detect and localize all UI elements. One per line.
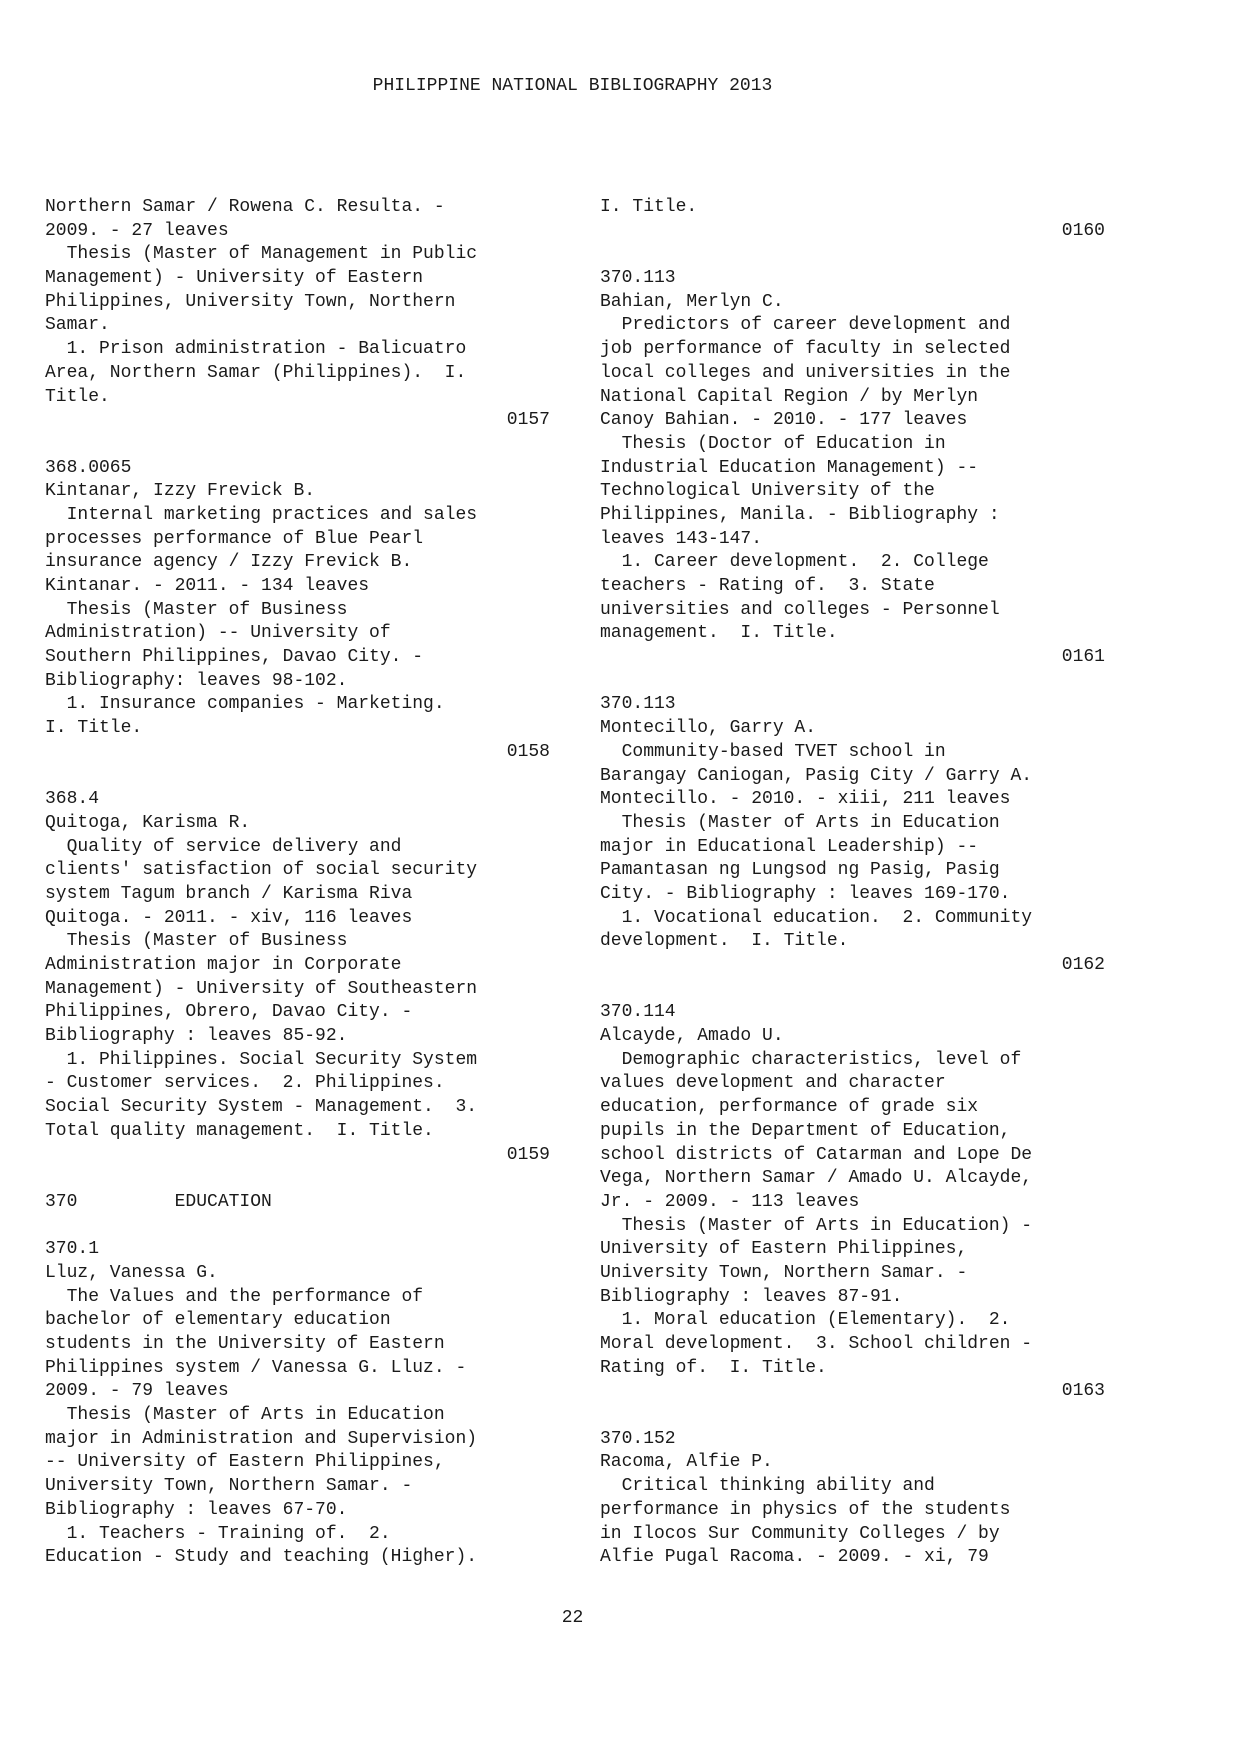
entry-line: Thesis (Master of Arts in Education (600, 812, 1000, 833)
entry-line: Critical thinking ability and (600, 1476, 935, 1497)
entry-line: clients' satisfaction of social security (45, 860, 478, 881)
entry-line: Administration major in Corporate (45, 955, 402, 975)
entry-line: Kintanar, Izzy Frevick B. (45, 481, 316, 502)
entry-line: Philippines, Manila. - Bibliography : (600, 504, 1000, 525)
entry-line: students in the University of Eastern (45, 1334, 445, 1354)
entry-line: 368.4 (45, 789, 100, 810)
entry-line: 2009. - 27 leaves (45, 220, 229, 241)
entry-line: Community-based TVET school in (600, 741, 946, 762)
entry-line: Bibliography: leaves 98-102. (45, 670, 348, 691)
entry-line: Administration) -- University of (45, 623, 391, 644)
blank-line (600, 978, 1105, 1002)
entry-line: University Town, Northern Samar. - (45, 1476, 413, 1497)
entry-line: Management) - University of Southeastern (45, 978, 478, 999)
entry-line: Philippines, University Town, Northern (45, 291, 456, 312)
entry-line: 370.1 (45, 1239, 100, 1260)
entry-line: Predictors of career development and (600, 315, 1011, 336)
blank-line (45, 433, 550, 457)
entry-line: Technological University of the (600, 481, 935, 502)
entry-line: 1. Vocational education. 2. Community (600, 907, 1033, 928)
entry-line: Bahian, Merlyn C. (600, 291, 784, 312)
entry-line: Alfie Pugal Racoma. - 2009. - xi, 79 (600, 1547, 989, 1568)
entry-line: education, performance of grade six (600, 1097, 979, 1118)
blank-line (600, 243, 1105, 267)
entry-line: 1. Teachers - Training of. 2. (45, 1523, 391, 1544)
entry-line: National Capital Region / by Merlyn (600, 386, 979, 407)
record-number: 0163 (1061, 1381, 1105, 1402)
entry-line: Thesis (Master of Arts in Education (45, 1405, 445, 1426)
entry-line: Demographic characteristics, level of (600, 1049, 1022, 1070)
entry-line: Rating of. I. Title. (600, 1357, 827, 1378)
entry-line: 370.113 (600, 694, 676, 715)
entry-line: Northern Samar / Rowena C. Resulta. - (45, 197, 445, 217)
entry-line: Kintanar. - 2011. - 134 leaves (45, 576, 370, 596)
entry-line: Racoma, Alfie P. (600, 1452, 773, 1473)
entry-line: Philippines system / Vanessa G. Lluz. - (45, 1357, 467, 1378)
blank-line (600, 1404, 1105, 1428)
entry-line: Southern Philippines, Davao City. - (45, 647, 424, 668)
entry-line: Thesis (Master of Business (45, 931, 348, 952)
entry-line: Industrial Education Management) -- (600, 457, 979, 478)
page-header-title: PHILIPPINE NATIONAL BIBLIOGRAPHY 2013 (372, 76, 773, 96)
entry-line: insurance agency / Izzy Frevick B. (45, 552, 413, 573)
entry-line: Thesis (Doctor of Education in (600, 433, 946, 454)
blank-line (45, 765, 550, 789)
entry-line: Area, Northern Samar (Philippines). I. (45, 362, 467, 383)
entry-line: 1. Career development. 2. College (600, 552, 989, 573)
entry-line: 370.113 (600, 268, 676, 289)
record-number: 0159 (506, 1144, 550, 1165)
entry-line: major in Administration and Supervision) (45, 1428, 478, 1449)
entry-line: Bibliography : leaves 85-92. (45, 1026, 348, 1047)
entry-line: Thesis (Master of Management in Public (45, 244, 478, 265)
entry-line: leaves 143-147. (600, 528, 763, 549)
entry-line: Thesis (Master of Arts in Education) - (600, 1215, 1033, 1236)
entry-line: 1. Moral education (Elementary). 2. (600, 1310, 1011, 1331)
entry-line: Title. (45, 386, 110, 407)
entry-line: teachers - Rating of. 3. State (600, 576, 935, 596)
blank-line (45, 1167, 550, 1191)
record-number: 0161 (1061, 647, 1105, 668)
entry-line: Management) - University of Eastern (45, 268, 424, 289)
entry-line: system Tagum branch / Karisma Riva (45, 883, 413, 904)
entry-line: Internal marketing practices and sales (45, 504, 478, 525)
entry-line: The Values and the performance of (45, 1286, 424, 1307)
entry-line: Social Security System - Management. 3. (45, 1097, 478, 1118)
blank-line (45, 1215, 550, 1239)
entry-line: 368.0065 (45, 457, 132, 478)
entry-line: Education - Study and teaching (Higher). (45, 1547, 478, 1568)
entry-line: Philippines, Obrero, Davao City. - (45, 1002, 413, 1023)
entry-line: local colleges and universities in the (600, 362, 1011, 383)
entry-line: I. Title. (45, 718, 143, 739)
entry-line: University Town, Northern Samar. - (600, 1262, 968, 1283)
record-number: 0162 (1061, 955, 1105, 975)
entry-line: job performance of faculty in selected (600, 339, 1011, 360)
entry-line: Lluz, Vanessa G. (45, 1262, 218, 1283)
entry-line: 370.152 (600, 1428, 676, 1449)
entry-line: Canoy Bahian. - 2010. - 177 leaves (600, 410, 968, 431)
entry-line: 1. Philippines. Social Security System (45, 1049, 478, 1070)
entry-line: -- University of Eastern Philippines, (45, 1452, 445, 1473)
page-number: 22 (561, 1608, 584, 1628)
record-number: 0160 (1061, 220, 1105, 241)
entry-line: - Customer services. 2. Philippines. (45, 1073, 445, 1094)
entry-line: Barangay Caniogan, Pasig City / Garry A. (600, 765, 1033, 786)
entry-line: processes performance of Blue Pearl (45, 528, 424, 549)
entry-line: Pamantasan ng Lungsod ng Pasig, Pasig (600, 860, 1000, 881)
entry-line: performance in physics of the students (600, 1499, 1011, 1520)
record-number: 0158 (506, 741, 550, 762)
entry-line: Samar. (45, 315, 110, 336)
right-column (600, 196, 1105, 1570)
entry-line: I. Title. (600, 197, 698, 217)
entry-line: City. - Bibliography : leaves 169-170. (600, 883, 1011, 904)
blank-line (600, 670, 1105, 694)
entry-line: Jr. - 2009. - 113 leaves (600, 1191, 860, 1212)
entry-line: management. I. Title. (600, 623, 838, 644)
entry-line: Thesis (Master of Business (45, 599, 348, 620)
entry-line: Total quality management. I. Title. (45, 1120, 434, 1141)
entry-line: Montecillo, Garry A. (600, 718, 817, 739)
entry-line: Moral development. 3. School children - (600, 1334, 1033, 1354)
entry-line: 2009. - 79 leaves (45, 1381, 229, 1402)
entry-line: development. I. Title. (600, 931, 849, 952)
entry-line: values development and character (600, 1073, 946, 1094)
entry-line: universities and colleges - Personnel (600, 599, 1000, 620)
entry-line: school districts of Catarman and Lope De (600, 1144, 1033, 1165)
entry-line: Bibliography : leaves 67-70. (45, 1499, 348, 1520)
entry-line: 370.114 (600, 1002, 676, 1023)
entry-line: 370 EDUCATION (45, 1191, 272, 1212)
entry-line: 1. Insurance companies - Marketing. (45, 694, 445, 715)
entry-line: Alcayde, Amado U. (600, 1026, 784, 1047)
entry-line: Bibliography : leaves 87-91. (600, 1286, 903, 1307)
entry-line: Quitoga. - 2011. - xiv, 116 leaves (45, 907, 413, 928)
entry-line: major in Educational Leadership) -- (600, 836, 979, 857)
entry-line: Quality of service delivery and (45, 836, 402, 857)
left-column (45, 196, 550, 1570)
entry-line: University of Eastern Philippines, (600, 1239, 968, 1260)
entry-line: Quitoga, Karisma R. (45, 812, 251, 833)
entry-line: Vega, Northern Samar / Amado U. Alcayde, (600, 1168, 1033, 1189)
entry-line: 1. Prison administration - Balicuatro (45, 339, 467, 360)
entry-line: in Ilocos Sur Community Colleges / by (600, 1523, 1000, 1544)
record-number: 0157 (506, 410, 550, 431)
entry-line: pupils in the Department of Education, (600, 1120, 1011, 1141)
entry-line: bachelor of elementary education (45, 1310, 391, 1331)
entry-line: Montecillo. - 2010. - xiii, 211 leaves (600, 789, 1011, 810)
